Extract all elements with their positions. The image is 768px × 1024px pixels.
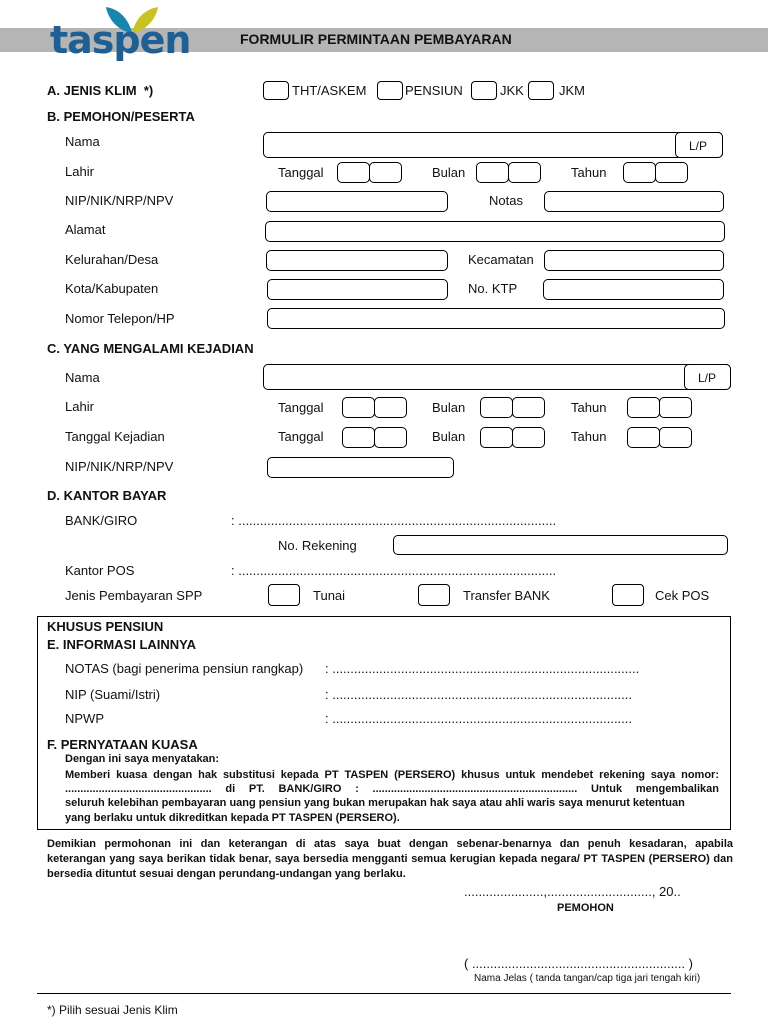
section-d-label: D. KANTOR BAYAR: [47, 488, 167, 503]
label-nama-pemohon: Nama: [65, 134, 100, 149]
label-lahir-pemohon: Lahir: [65, 164, 94, 179]
label-lahir-kejadian: Lahir: [65, 399, 94, 414]
input-kecamatan[interactable]: [544, 250, 724, 271]
input-alamat[interactable]: [265, 221, 725, 242]
form-title: FORMULIR PERMINTAAN PEMBAYARAN: [240, 31, 512, 47]
field-bank-giro[interactable]: : ........................................................................................: [231, 513, 557, 528]
label-kota: Kota/Kabupaten: [65, 281, 159, 296]
label-bulan-kejadian: Bulan: [432, 429, 466, 444]
option-jkm: JKM: [559, 83, 585, 98]
label-nip-kejadian: NIP/NIK/NRP/NPV: [65, 459, 174, 474]
checkbox-jkm[interactable]: [528, 81, 554, 100]
label-tanggal-pemohon: Tanggal: [278, 165, 324, 180]
label-notas-rangkap: NOTAS (bagi penerima pensiun rangkap): [65, 661, 304, 676]
checkbox-jkk[interactable]: [471, 81, 497, 100]
label-kantor-pos: Kantor POS: [65, 563, 135, 578]
input-nip-pemohon[interactable]: [266, 191, 448, 212]
label-npwp: NPWP: [65, 711, 104, 726]
option-jkk: JKK: [500, 83, 524, 98]
pemohon-label: PEMOHON: [557, 902, 614, 914]
input-kota[interactable]: [267, 279, 448, 300]
field-notas-rangkap[interactable]: : .....................................................................................: [325, 661, 640, 676]
checkbox-transfer-bank[interactable]: [418, 584, 450, 606]
input-bulan-lahir-kejadian-2[interactable]: [512, 397, 545, 418]
input-tanggal-pemohon-2[interactable]: [369, 162, 402, 183]
input-no-rekening[interactable]: [393, 535, 728, 555]
signature-name-field[interactable]: ( ........................................................... ): [464, 956, 693, 971]
f-line-2: Memberi kuasa dengan hak substitusi kepada PT TASPEN (PERSERO) khusus untuk mendebet rekening saya nomor:: [65, 769, 719, 781]
option-tht-askem: THT/ASKEM: [292, 83, 367, 98]
label-tahun-kejadian: Tahun: [571, 429, 607, 444]
khusus-pensiun-title: KHUSUS PENSIUN: [47, 619, 164, 634]
input-tahun-lahir-kejadian-2[interactable]: [659, 397, 692, 418]
checkbox-tht-askem[interactable]: [263, 81, 289, 100]
label-lp-kejadian: L/P: [698, 371, 717, 385]
input-tahun-lahir-kejadian-1[interactable]: [627, 397, 660, 418]
label-tanggal-kejadian: Tanggal Kejadian: [65, 429, 165, 444]
label-nip-pemohon: NIP/NIK/NRP/NPV: [65, 193, 174, 208]
footer-divider: [37, 993, 731, 994]
f-line-1: Dengan ini saya menyatakan:: [65, 753, 220, 765]
input-nip-kejadian[interactable]: [267, 457, 454, 478]
input-bulan-kejadian-2[interactable]: [512, 427, 545, 448]
label-bank-giro: BANK/GIRO: [65, 513, 138, 528]
field-nip-suami-istri[interactable]: : ...................................................................................: [325, 687, 633, 702]
input-ktp[interactable]: [543, 279, 724, 300]
input-tahun-kejadian-1[interactable]: [627, 427, 660, 448]
input-tahun-pemohon-2[interactable]: [655, 162, 688, 183]
input-tahun-kejadian-2[interactable]: [659, 427, 692, 448]
label-kelurahan: Kelurahan/Desa: [65, 252, 159, 267]
input-bulan-lahir-kejadian-1[interactable]: [480, 397, 513, 418]
label-telepon: Nomor Telepon/HP: [65, 311, 175, 326]
label-tahun-pemohon: Tahun: [571, 165, 607, 180]
input-tanggal-kejadian-1[interactable]: [342, 427, 375, 448]
option-pensiun: PENSIUN: [405, 83, 463, 98]
input-nama-pemohon[interactable]: [263, 132, 723, 158]
taspen-logo: taspen: [50, 18, 191, 62]
input-bulan-pemohon-2[interactable]: [508, 162, 541, 183]
input-notas[interactable]: [544, 191, 724, 212]
label-lp-pemohon: L/P: [689, 139, 708, 153]
label-tanggal-kejadian-day: Tanggal: [278, 429, 324, 444]
option-cek-pos: Cek POS: [655, 588, 710, 603]
section-c-label: C. YANG MENGALAMI KEJADIAN: [47, 341, 254, 356]
label-nip-suami-istri: NIP (Suami/Istri): [65, 687, 161, 702]
input-tanggal-kejadian-2[interactable]: [374, 427, 407, 448]
place-date-field[interactable]: ......................,............................., 20..: [464, 884, 681, 899]
footnote: *) Pilih sesuai Jenis Klim: [47, 1003, 178, 1017]
f-line-5: yang berlaku untuk dikreditkan kepada PT TASPEN (PERSERO).: [65, 812, 400, 824]
label-kecamatan: Kecamatan: [468, 252, 534, 267]
checkbox-tunai[interactable]: [268, 584, 300, 606]
f-line-4: seluruh kelebihan pembayaran uang pensiun yang bukan merupakan hak saya atau ahli waris saya menurut ketentuan: [65, 797, 685, 809]
label-alamat: Alamat: [65, 222, 106, 237]
input-telepon[interactable]: [267, 308, 725, 329]
label-no-rekening: No. Rekening: [278, 538, 357, 553]
section-a-label: A. JENIS KLIM *): [47, 83, 154, 98]
label-ktp: No. KTP: [468, 281, 518, 296]
declaration-line-2: keterangan yang saya berikan tidak benar, saya bersedia mengganti semua kerugian kepada negara/ PT TASPEN (PERSERO) dan: [47, 853, 733, 865]
section-b-label: B. PEMOHON/PESERTA: [47, 109, 195, 124]
input-tanggal-lahir-kejadian-1[interactable]: [342, 397, 375, 418]
input-tahun-pemohon-1[interactable]: [623, 162, 656, 183]
input-tanggal-lahir-kejadian-2[interactable]: [374, 397, 407, 418]
field-npwp[interactable]: : ...................................................................................: [325, 711, 633, 726]
f-line-3: ................................................ di PT. BANK/GIRO : ................................................................... Untuk mengembalikan: [65, 783, 719, 795]
label-bulan-pemohon: Bulan: [432, 165, 466, 180]
input-bulan-kejadian-1[interactable]: [480, 427, 513, 448]
field-kantor-pos[interactable]: : ........................................................................................: [231, 563, 557, 578]
input-bulan-pemohon-1[interactable]: [476, 162, 509, 183]
checkbox-cek-pos[interactable]: [612, 584, 644, 606]
declaration-line-1: Demikian permohonan ini dan keterangan di atas saya buat dengan sebenar-benarnya dan penuh kesadaran, apabila: [47, 838, 733, 850]
input-kelurahan[interactable]: [266, 250, 448, 271]
label-nama-kejadian: Nama: [65, 370, 100, 385]
label-jenis-pembayaran: Jenis Pembayaran SPP: [65, 588, 203, 603]
input-nama-kejadian[interactable]: [263, 364, 731, 390]
label-tahun-lahir-kejadian: Tahun: [571, 400, 607, 415]
option-tunai: Tunai: [313, 588, 346, 603]
signature-caption: Nama Jelas ( tanda tangan/cap tiga jari tengah kiri): [474, 973, 701, 984]
label-tanggal-lahir-kejadian: Tanggal: [278, 400, 324, 415]
section-f-label: F. PERNYATAAN KUASA: [47, 737, 198, 752]
checkbox-pensiun[interactable]: [377, 81, 403, 100]
option-transfer-bank: Transfer BANK: [463, 588, 550, 603]
input-tanggal-pemohon-1[interactable]: [337, 162, 370, 183]
label-bulan-lahir-kejadian: Bulan: [432, 400, 466, 415]
declaration-line-3: bersedia dituntut sesuai dengan perundang-undangan yang berlaku.: [47, 868, 406, 880]
section-e-label: E. INFORMASI LAINNYA: [47, 637, 197, 652]
label-notas: Notas: [489, 193, 523, 208]
